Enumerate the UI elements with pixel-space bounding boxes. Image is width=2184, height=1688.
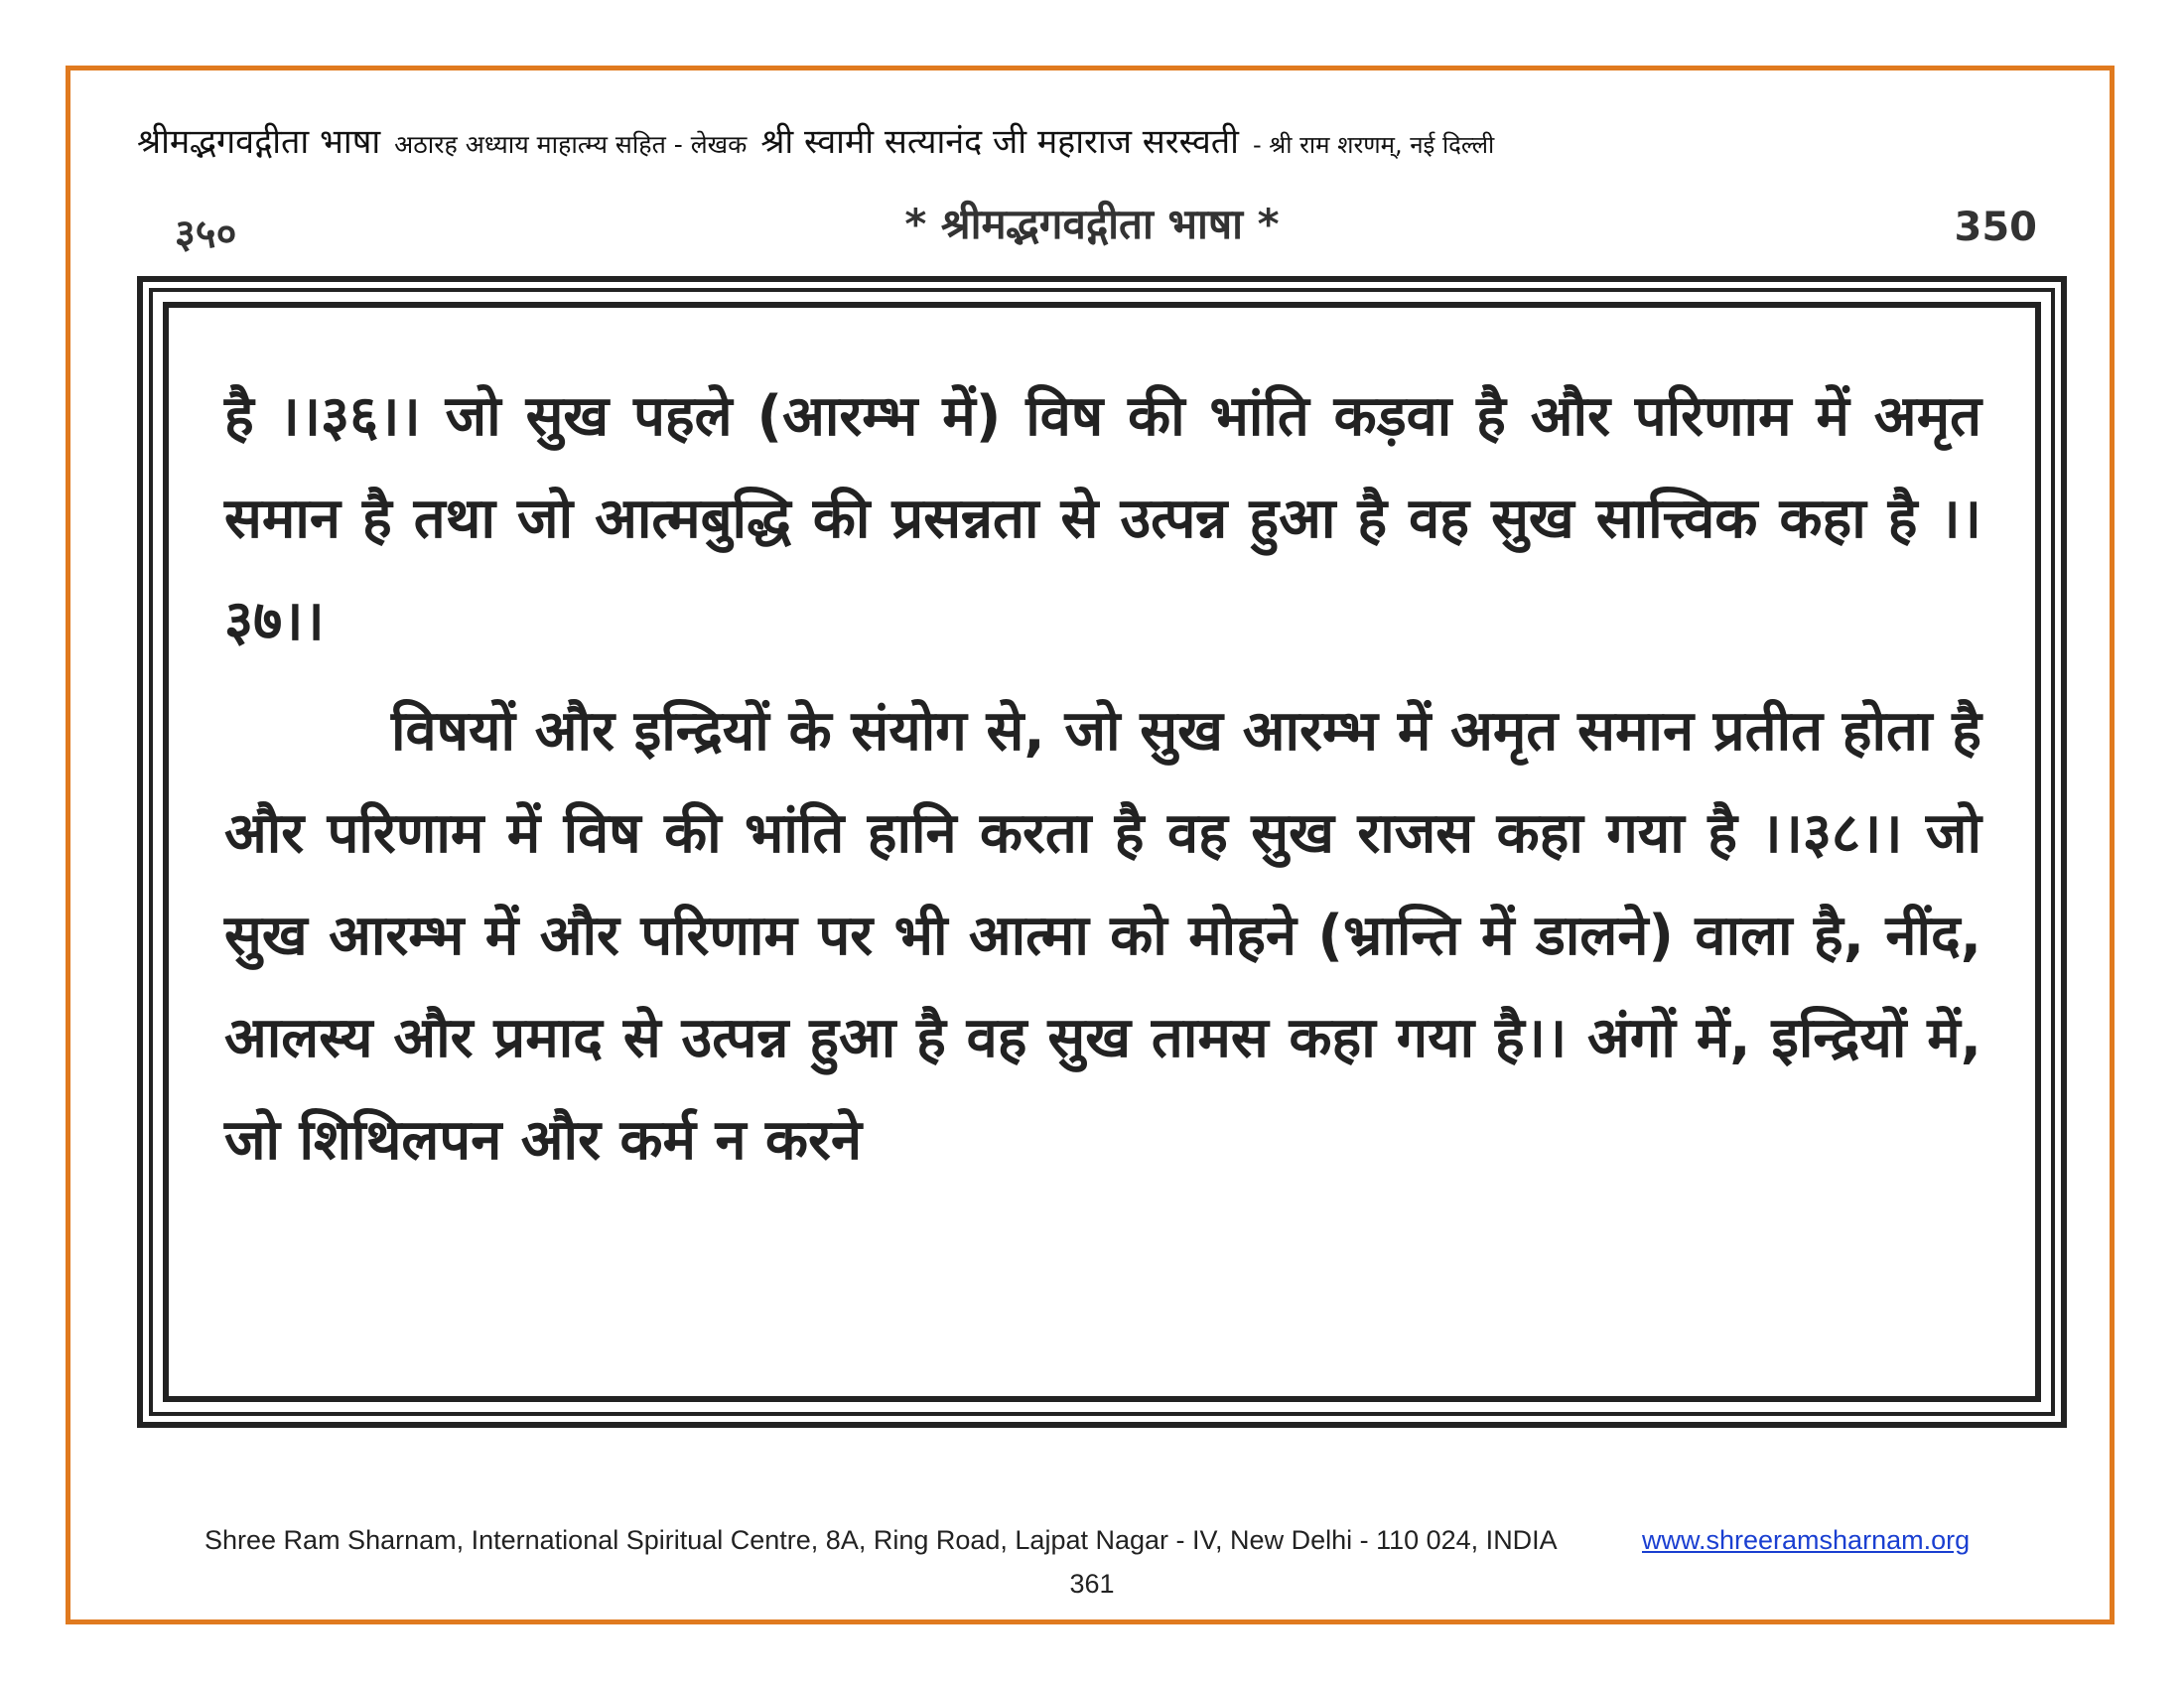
website-link[interactable]: www.shreeramsharnam.org — [1642, 1525, 1971, 1555]
footer-address: Shree Ram Sharnam, International Spiritual Centre, 8A, Ring Road, Lajpat Nagar - IV, New Delhi - 110 024, INDIA — [205, 1525, 1558, 1555]
page-number: 361 — [1069, 1569, 1115, 1599]
header-author: श्री स्वामी सत्यानंद जी महाराज सरस्वती — [760, 122, 1239, 162]
scan-page-number-hindi: ३५० — [175, 211, 237, 257]
header-title: श्रीमद्भगवद्गीता भाषा — [137, 122, 381, 162]
paragraph: है ।।३६।। जो सुख पहले (आरम्भ में) विष की भांति कड़वा है और परिणाम में अमृत समान है तथा जो आत्मबुद्धि की प्रसन्नता से उत्पन्न हुआ है वह सुख सात्त्विक कहा है ।।३७।। — [224, 384, 1981, 653]
header-publisher: - श्री राम शरणम्, नई दिल्ली — [1252, 131, 1495, 159]
paragraph: विषयों और इन्द्रियों के संयोग से, जो सुख आरम्भ में अमृत समान प्रतीत होता है और परिणाम में विष की भांति हानि करता है वह सुख राजस कहा गया है ।।३८।। जो सुख आरम्भ में और परिणाम पर भी आत्मा को मोहने (भ्रान्ति में डालने) वाला है, नींद, आलस्य और प्रमाद से उत्पन्न हुआ है वह सुख तामस कहा गया है।। अंगों में, इन्द्रियों में, जो शिथिलपन और कर्म न करने — [224, 699, 1981, 1173]
scan-book-title: * श्रीमद्भगवद्गीता भाषा * — [904, 200, 1280, 248]
document-header — [137, 117, 2063, 163]
header-subtitle: अठारह अध्याय माहात्म्य सहित - लेखक — [394, 130, 748, 159]
scan-page-number: 350 — [1954, 205, 2037, 250]
verse-text-block — [224, 365, 1981, 1192]
